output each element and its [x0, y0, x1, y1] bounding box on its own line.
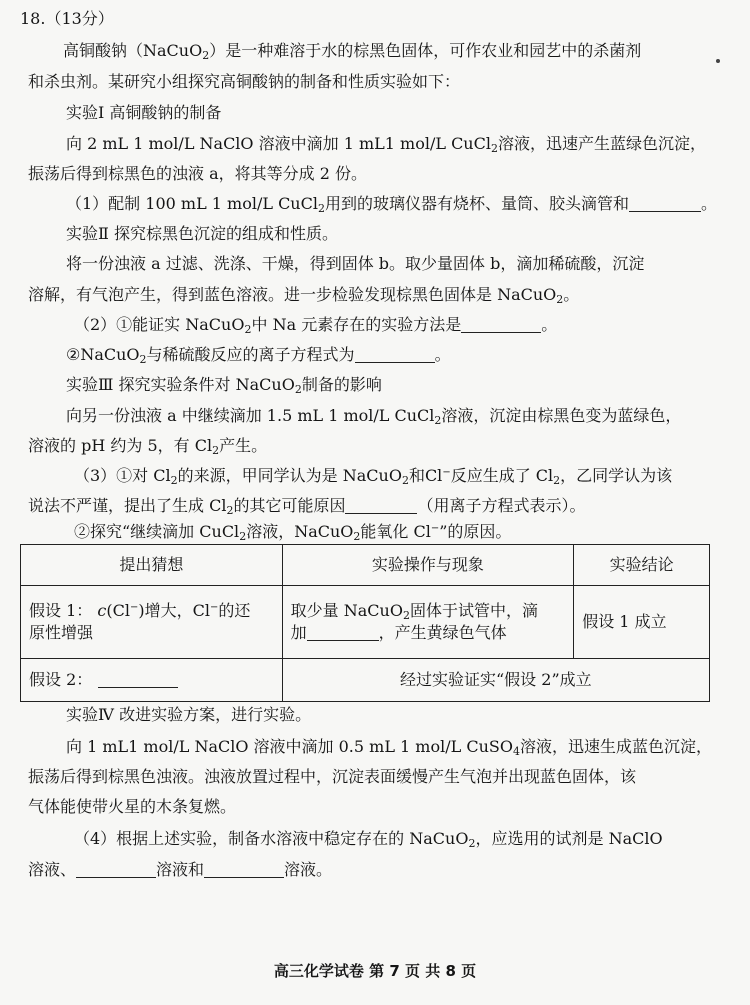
table-row	[21, 586, 710, 659]
question-3-line-3: ②探究“继续滴加 CuCl$_2$溶液，NaCuO$_2$能氧化 Cl−”的原因。	[74, 522, 512, 543]
experiment-2-line-2: 溶解，有气泡产生，得到蓝色溶液。进一步检验发现棕黑色固体是 NaCuO$_2$。	[28, 285, 580, 306]
experiment-3-line-2: 溶液的 pH 约为 5，有 $Cl_2$产生。	[28, 436, 268, 457]
scan-dot	[716, 59, 720, 63]
question-4-line-1: （4）根据上述实验，制备水溶液中稳定存在的 NaCuO$_2$，应选用的试剂是 NaClO	[74, 829, 663, 850]
answer-blank[interactable]	[204, 861, 284, 878]
answer-blank[interactable]	[629, 195, 701, 212]
experiment-4-title: 实验Ⅳ 改进实验方案，进行实验。	[66, 705, 312, 724]
answer-blank[interactable]	[98, 671, 178, 688]
answer-blank[interactable]	[355, 346, 435, 363]
header-conclusion: 实验结论	[574, 545, 710, 586]
experiment-1-line-1: 向 2 mL 1 mol/L NaClO 溶液中滴加 1 mL1 mol/L CuCl$_2$溶液，迅速产生蓝绿色沉淀，	[66, 134, 706, 155]
experiment-3-title: 实验Ⅲ 探究实验条件对 NaCuO$_2$制备的影响	[66, 375, 382, 396]
answer-blank[interactable]	[76, 861, 156, 878]
experiment-4-line-1: 向 1 mL1 mol/L NaClO 溶液中滴加 0.5 mL 1 mol/L CuSO$_4$溶液，迅速生成蓝色沉淀，	[66, 737, 712, 758]
hypothesis-table	[20, 544, 710, 702]
hypothesis-1-cell: 假设 1： c(Cl−)增大，Cl−的还 原性增强	[21, 586, 283, 659]
hypothesis-2-result-cell: 经过实验证实“假设 2”成立	[282, 659, 709, 702]
answer-blank[interactable]	[307, 624, 379, 641]
table-row	[21, 659, 710, 702]
header-operation: 实验操作与现象	[282, 545, 574, 586]
table-header-row	[21, 545, 710, 586]
question-3-line-2: 说法不严谨，提出了生成 $Cl_2$的其它可能原因 （用离子方程式表示）。	[28, 496, 586, 517]
conclusion-1-cell: 假设 1 成立	[574, 586, 710, 659]
answer-blank[interactable]	[345, 497, 417, 514]
header-hypothesis: 提出猜想	[21, 545, 283, 586]
experiment-1-title: 实验Ⅰ 高铜酸钠的制备	[66, 103, 222, 122]
page-footer: 高三化学试卷 第 7 页 共 8 页	[273, 962, 477, 980]
hypothesis-2-cell: 假设 2：	[21, 659, 283, 702]
answer-blank[interactable]	[461, 316, 541, 333]
operation-1-cell: 取少量 NaCuO$_2$固体于试管中，滴 加 ，产生黄绿色气体	[282, 586, 574, 659]
question-3-line-1: （3）①对 $Cl_2$的来源，甲同学认为是 NaCuO$_2$和Cl−反应生成了 $Cl_2$，乙同学认为该	[74, 466, 673, 487]
question-4-line-2: 溶液、 溶液和 溶液。	[28, 860, 333, 879]
question-2-part-2: ②NaCuO$_2$与稀硫酸反应的离子方程式为 。	[66, 345, 451, 366]
experiment-2-title: 实验Ⅱ 探究棕黑色沉淀的组成和性质。	[66, 224, 338, 243]
question-2-part-1: （2）①能证实 NaCuO$_2$中 Na 元素存在的实验方法是 。	[74, 315, 558, 336]
experiment-3-line-1: 向另一份浊液 a 中继续滴加 1.5 mL 1 mol/L CuCl$_2$溶液，沉淀由棕黑色变为蓝绿色，	[66, 406, 682, 427]
experiment-1-line-2: 振荡后得到棕黑色的浊液 a，将其等分成 2 份。	[28, 164, 367, 183]
experiment-4-line-2: 振荡后得到棕黑色浊液。浊液放置过程中，沉淀表面缓慢产生气泡并出现蓝色固体，该	[28, 767, 637, 786]
question-number: 18.（13分）	[20, 9, 114, 28]
intro-line-1: 高铜酸钠（NaCuO$_2$）是一种难溶于水的棕黑色固体，可作农业和园艺中的杀菌剂	[63, 41, 642, 62]
experiment-2-line-1: 将一份浊液 a 过滤、洗涤、干燥，得到固体 b。取少量固体 b，滴加稀硫酸，沉淀	[66, 254, 645, 273]
experiment-4-line-3: 气体能使带火星的木条复燃。	[28, 797, 237, 816]
intro-line-2: 和杀虫剂。某研究小组探究高铜酸钠的制备和性质实验如下：	[28, 72, 461, 91]
question-1: （1）配制 100 mL 1 mol/L CuCl$_2$用到的玻璃仪器有烧杯、量筒、胶头滴管和 。	[66, 194, 718, 215]
